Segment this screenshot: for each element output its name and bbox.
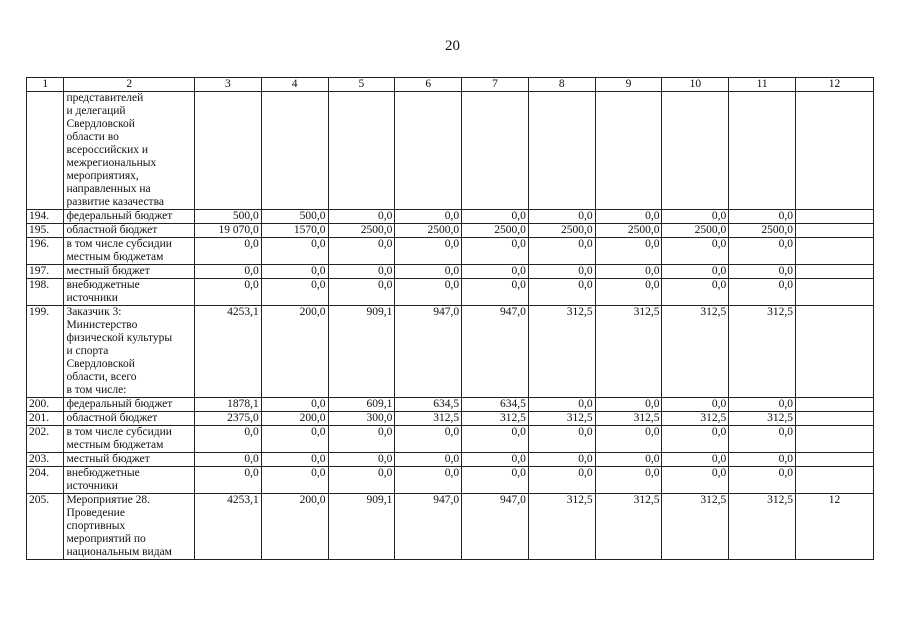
table-row — [27, 453, 874, 467]
value-cell: 19 070,0 — [194, 224, 261, 238]
value-cell: 312,5 — [729, 494, 796, 560]
value-cell: 947,0 — [462, 494, 529, 560]
value-cell: 2500,0 — [729, 224, 796, 238]
value-cell: 0,0 — [662, 398, 729, 412]
value-cell: 947,0 — [395, 494, 462, 560]
value-cell: 947,0 — [395, 306, 462, 398]
value-cell: 0,0 — [395, 279, 462, 306]
value-cell: 0,0 — [662, 238, 729, 265]
table-row — [27, 265, 874, 279]
target-indicator-cell — [796, 210, 874, 224]
value-cell: 0,0 — [328, 467, 395, 494]
target-indicator-cell — [796, 306, 874, 398]
value-cell: 0,0 — [662, 426, 729, 453]
column-header: 4 — [261, 78, 328, 92]
column-header: 2 — [64, 78, 195, 92]
target-indicator-cell — [796, 453, 874, 467]
value-cell: 0,0 — [595, 398, 662, 412]
row-number: 203. — [27, 453, 64, 467]
row-number: 196. — [27, 238, 64, 265]
row-number: 201. — [27, 412, 64, 426]
value-cell — [662, 92, 729, 210]
table-row — [27, 426, 874, 453]
value-cell: 0,0 — [528, 426, 595, 453]
column-header: 6 — [395, 78, 462, 92]
value-cell: 909,1 — [328, 494, 395, 560]
value-cell: 200,0 — [261, 494, 328, 560]
value-cell: 0,0 — [729, 398, 796, 412]
value-cell: 0,0 — [261, 279, 328, 306]
row-name: представителей и делегаций Свердловской области во всероссийских и межрегиональных мероприятиях, направленных на развитие казачества — [64, 92, 195, 210]
table-row — [27, 398, 874, 412]
column-header: 3 — [194, 78, 261, 92]
value-cell: 0,0 — [528, 398, 595, 412]
value-cell: 0,0 — [194, 467, 261, 494]
target-indicator-cell — [796, 265, 874, 279]
value-cell: 0,0 — [528, 279, 595, 306]
value-cell: 2500,0 — [595, 224, 662, 238]
table-row — [27, 279, 874, 306]
table-row — [27, 210, 874, 224]
value-cell — [729, 92, 796, 210]
value-cell: 1878,1 — [194, 398, 261, 412]
value-cell: 4253,1 — [194, 494, 261, 560]
value-cell: 0,0 — [595, 426, 662, 453]
value-cell: 312,5 — [462, 412, 529, 426]
table-row — [27, 494, 874, 560]
value-cell: 0,0 — [595, 279, 662, 306]
value-cell: 0,0 — [328, 453, 395, 467]
value-cell: 0,0 — [328, 265, 395, 279]
value-cell: 0,0 — [261, 453, 328, 467]
row-name: внебюджетные источники — [64, 279, 195, 306]
value-cell: 200,0 — [261, 412, 328, 426]
value-cell: 2500,0 — [328, 224, 395, 238]
row-name: федеральный бюджет — [64, 398, 195, 412]
row-name: внебюджетные источники — [64, 467, 195, 494]
value-cell: 0,0 — [462, 265, 529, 279]
row-number: 200. — [27, 398, 64, 412]
value-cell — [462, 92, 529, 210]
page-number: 20 — [445, 38, 460, 54]
value-cell: 0,0 — [528, 238, 595, 265]
value-cell: 634,5 — [395, 398, 462, 412]
value-cell: 500,0 — [261, 210, 328, 224]
value-cell — [528, 92, 595, 210]
target-indicator-cell — [796, 279, 874, 306]
value-cell: 0,0 — [662, 265, 729, 279]
value-cell: 0,0 — [528, 453, 595, 467]
value-cell: 0,0 — [729, 265, 796, 279]
row-name: областной бюджет — [64, 224, 195, 238]
table-row — [27, 92, 874, 210]
value-cell: 312,5 — [729, 412, 796, 426]
value-cell: 0,0 — [395, 210, 462, 224]
value-cell: 0,0 — [595, 265, 662, 279]
value-cell: 0,0 — [194, 453, 261, 467]
value-cell: 312,5 — [528, 494, 595, 560]
value-cell: 0,0 — [729, 467, 796, 494]
value-cell: 2375,0 — [194, 412, 261, 426]
value-cell: 0,0 — [328, 426, 395, 453]
value-cell: 0,0 — [462, 238, 529, 265]
value-cell: 0,0 — [729, 279, 796, 306]
value-cell: 0,0 — [395, 453, 462, 467]
value-cell: 0,0 — [395, 467, 462, 494]
value-cell: 0,0 — [662, 467, 729, 494]
value-cell: 312,5 — [595, 494, 662, 560]
budget-table — [26, 77, 874, 560]
value-cell: 0,0 — [528, 210, 595, 224]
value-cell: 0,0 — [261, 265, 328, 279]
row-number: 198. — [27, 279, 64, 306]
row-number: 199. — [27, 306, 64, 398]
value-cell: 312,5 — [729, 306, 796, 398]
value-cell: 0,0 — [261, 426, 328, 453]
value-cell: 947,0 — [462, 306, 529, 398]
value-cell: 909,1 — [328, 306, 395, 398]
value-cell: 200,0 — [261, 306, 328, 398]
value-cell: 0,0 — [462, 467, 529, 494]
value-cell — [328, 92, 395, 210]
table-row — [27, 412, 874, 426]
value-cell: 0,0 — [462, 453, 529, 467]
row-name: в том числе субсидии местным бюджетам — [64, 426, 195, 453]
target-indicator-cell — [796, 412, 874, 426]
column-header: 8 — [528, 78, 595, 92]
row-number — [27, 92, 64, 210]
value-cell: 0,0 — [595, 453, 662, 467]
value-cell: 4253,1 — [194, 306, 261, 398]
value-cell — [194, 92, 261, 210]
value-cell: 0,0 — [194, 279, 261, 306]
value-cell — [595, 92, 662, 210]
row-number: 197. — [27, 265, 64, 279]
value-cell: 0,0 — [328, 210, 395, 224]
value-cell: 0,0 — [595, 210, 662, 224]
value-cell: 0,0 — [261, 467, 328, 494]
value-cell: 0,0 — [462, 210, 529, 224]
value-cell: 0,0 — [729, 453, 796, 467]
value-cell: 0,0 — [261, 238, 328, 265]
value-cell: 0,0 — [194, 238, 261, 265]
column-header: 7 — [462, 78, 529, 92]
target-indicator-cell — [796, 92, 874, 210]
table-row — [27, 467, 874, 494]
row-name: федеральный бюджет — [64, 210, 195, 224]
table-row — [27, 306, 874, 398]
row-name: областной бюджет — [64, 412, 195, 426]
value-cell: 0,0 — [528, 265, 595, 279]
value-cell: 312,5 — [595, 412, 662, 426]
target-indicator-cell — [796, 467, 874, 494]
value-cell: 312,5 — [395, 412, 462, 426]
value-cell: 0,0 — [662, 210, 729, 224]
value-cell: 312,5 — [595, 306, 662, 398]
row-number: 194. — [27, 210, 64, 224]
value-cell — [395, 92, 462, 210]
value-cell: 0,0 — [462, 426, 529, 453]
value-cell: 0,0 — [729, 238, 796, 265]
target-indicator-cell: 12 — [796, 494, 874, 560]
column-header: 5 — [328, 78, 395, 92]
value-cell: 312,5 — [528, 306, 595, 398]
row-name: местный бюджет — [64, 453, 195, 467]
value-cell: 0,0 — [328, 279, 395, 306]
row-number: 205. — [27, 494, 64, 560]
value-cell: 0,0 — [662, 279, 729, 306]
value-cell: 0,0 — [595, 467, 662, 494]
value-cell: 0,0 — [261, 398, 328, 412]
target-indicator-cell — [796, 224, 874, 238]
value-cell: 0,0 — [595, 238, 662, 265]
value-cell: 312,5 — [662, 306, 729, 398]
value-cell: 0,0 — [395, 265, 462, 279]
value-cell: 2500,0 — [462, 224, 529, 238]
column-header: 9 — [595, 78, 662, 92]
column-header: 10 — [662, 78, 729, 92]
row-number: 202. — [27, 426, 64, 453]
table-row — [27, 224, 874, 238]
value-cell: 634,5 — [462, 398, 529, 412]
value-cell: 0,0 — [194, 426, 261, 453]
header-row — [27, 78, 874, 92]
value-cell: 2500,0 — [395, 224, 462, 238]
row-number: 195. — [27, 224, 64, 238]
row-name: Мероприятие 28. Проведение спортивных мероприятий по национальным видам — [64, 494, 195, 560]
value-cell: 312,5 — [662, 494, 729, 560]
value-cell: 500,0 — [194, 210, 261, 224]
value-cell: 312,5 — [528, 412, 595, 426]
value-cell: 0,0 — [395, 238, 462, 265]
row-number: 204. — [27, 467, 64, 494]
target-indicator-cell — [796, 238, 874, 265]
target-indicator-cell — [796, 398, 874, 412]
value-cell: 0,0 — [462, 279, 529, 306]
value-cell: 1570,0 — [261, 224, 328, 238]
value-cell — [261, 92, 328, 210]
value-cell: 0,0 — [328, 238, 395, 265]
value-cell: 0,0 — [194, 265, 261, 279]
value-cell: 0,0 — [729, 426, 796, 453]
value-cell: 2500,0 — [528, 224, 595, 238]
value-cell: 0,0 — [528, 467, 595, 494]
row-name: Заказчик 3: Министерство физической культуры и спорта Свердловской области, всего в том числе: — [64, 306, 195, 398]
table-row — [27, 238, 874, 265]
column-header: 12 — [796, 78, 874, 92]
value-cell: 0,0 — [662, 453, 729, 467]
target-indicator-cell — [796, 426, 874, 453]
column-header: 1 — [27, 78, 64, 92]
row-name: местный бюджет — [64, 265, 195, 279]
value-cell: 312,5 — [662, 412, 729, 426]
value-cell: 609,1 — [328, 398, 395, 412]
table-body — [27, 92, 874, 560]
value-cell: 0,0 — [729, 210, 796, 224]
row-name: в том числе субсидии местным бюджетам — [64, 238, 195, 265]
value-cell: 300,0 — [328, 412, 395, 426]
value-cell: 2500,0 — [662, 224, 729, 238]
column-header: 11 — [729, 78, 796, 92]
value-cell: 0,0 — [395, 426, 462, 453]
